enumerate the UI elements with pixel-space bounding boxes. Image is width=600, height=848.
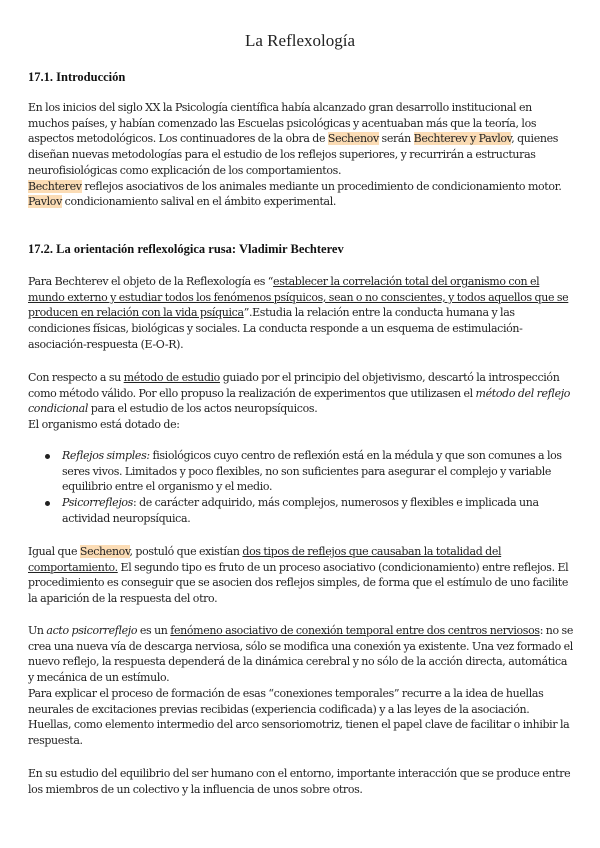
list-item: Psicorreflejos: de carácter adquirido, más complejos, numerosos y flexibles e implicada una actividad neuropsíquica. — [62, 495, 574, 526]
highlight-sechenov-2: Sechenov — [79, 545, 130, 558]
underlined-tipos: dos tipos de reflejos que causaban la totalidad del comportamiento. — [28, 545, 502, 574]
section-orientacion-body — [28, 274, 574, 353]
paragraph-organismo: El organismo está dotado de: — [28, 418, 180, 432]
paragraph-conexiones-temporales: Para explicar el proceso de formación de esas “conexiones temporales” recurre a la idea de huellas neurales de excitaciones previas recibidas (experiencia codificada) y a las leyes de la asociación. Huellas, como elemento intermedio del arco sensoriomotriz, tienen el papel clave de facilitar o inhibir la respuesta. — [28, 686, 570, 747]
highlight-pavlov: Pavlov — [28, 195, 62, 209]
section-heading-introduccion: 17.1. Introducción — [28, 70, 126, 84]
highlight-bechterev: Bechterev — [28, 179, 82, 193]
page-title: La Reflexología — [245, 31, 355, 50]
emphasis-acto-psicorreflejo: acto psicorreflejo — [46, 624, 138, 637]
paragraph-tipos-reflejos: Igual que Sechenov, postuló que existían dos tipos de reflejos que causaban la totalidad del comportamiento. El segundo tipo es fruto de un proceso asociativo (condicionamiento) entre reflejos. El procedimiento es conseguir que se asocien dos reflejos simples, de forma que el estímulo de uno facilite la aparición de la respuesta del otro. — [28, 545, 569, 606]
section-metodo-body — [28, 370, 574, 433]
highlight-bechterev-pavlov: Bechterev y Pavlov — [413, 132, 512, 146]
underlined-definition: establecer la correlación total del organismo con el mundo externo y estudiar todos los fenómenos psíquicos, sean o no conscientes, y todos aquellos que se producen en relación con la vida psíquica — [28, 275, 569, 320]
paragraph-acto-psicorreflejo: Un acto psicorreflejo es un fenómeno asociativo de conexión temporal entre dos centros nerviosos: no se crea una nueva vía de descarga nerviosa, sólo se modifica una conexión ya existente. Una vez formado el nuevo reflejo, la respuesta dependerá de la dinámica cerebral y no sólo de la acción directa, automática y mecánica de un estímulo. — [28, 624, 573, 685]
paragraph-intro: En los inicios del siglo XX la Psicología científica había alcanzado gran desarrollo institucional en muchos países, y habían comenzado las Escuelas psicológicas y acentuaban más que la teoría, los aspectos metodológicos. Los continuadores de la obra de Sechenov serán Bechterev y Pavlov, quienes diseñan nuevas metodologías para el estudio de los reflejos superiores, y recurrirán a estructuras neurofisiológicas como explicación de los comportamientos. — [28, 101, 559, 177]
paragraph-bechterev: Bechterev reflejos asociativos de los animales mediante un procedimiento de condicionamiento motor. — [28, 179, 562, 193]
underlined-metodo: método de estudio — [123, 371, 220, 384]
emphasis-metodo-reflejo: método del reflejo condicional — [28, 386, 571, 416]
section-psicorreflejo-body — [28, 623, 574, 749]
paragraph-equilibrio: En su estudio del equilibrio del ser humano con el entorno, importante interacción que se produce entre los miembros de un colectivo y la influencia de unos sobre otros. — [28, 767, 571, 796]
underlined-fenomeno: fenómeno asociativo de conexión temporal entre dos centros nerviosos — [170, 624, 540, 637]
list-item: Reflejos simples: fisiológicos cuyo centro de reflexión está en la médula y que son comunes a los seres vivos. Limitados y poco flexibles, no son suficientes para asegurar el complejo y variable equilibrio entre el organismo y el medio. — [62, 448, 574, 495]
section-sechenov-body — [28, 544, 574, 607]
paragraph-pavlov: Pavlov condicionamiento salival en el ámbito experimental. — [28, 195, 337, 209]
section-equilibrio-body — [28, 766, 574, 797]
highlight-sechenov: Sechenov — [327, 132, 379, 146]
paragraph-objeto: Para Bechterev el objeto de la Reflexología es “establecer la correlación total del organismo con el mundo externo y estudiar todos los fenómenos psíquicos, sean o no conscientes, y todos aquellos que se producen en relación con la vida psíquica”.Estudia la relación entre la conducta humana y las condiciones físicas, biológicas y sociales. La conducta responde a un esquema de estimulación-asociación-respuesta (E-O-R). — [28, 275, 569, 351]
paragraph-metodo: Con respecto a su método de estudio guiado por el principio del objetivismo, descartó la introspección como método válido. Por ello propuso la realización de experimentos que utilizasen el método del reflejo condicional para el estudio de los actos neuropsíquicos. — [28, 371, 571, 416]
section-introduccion-body — [28, 100, 574, 210]
section-heading-orientacion-rusa: 17.2. La orientación reflexológica rusa: Vladimir Bechterev — [28, 242, 344, 256]
reflex-type-list — [28, 448, 574, 527]
